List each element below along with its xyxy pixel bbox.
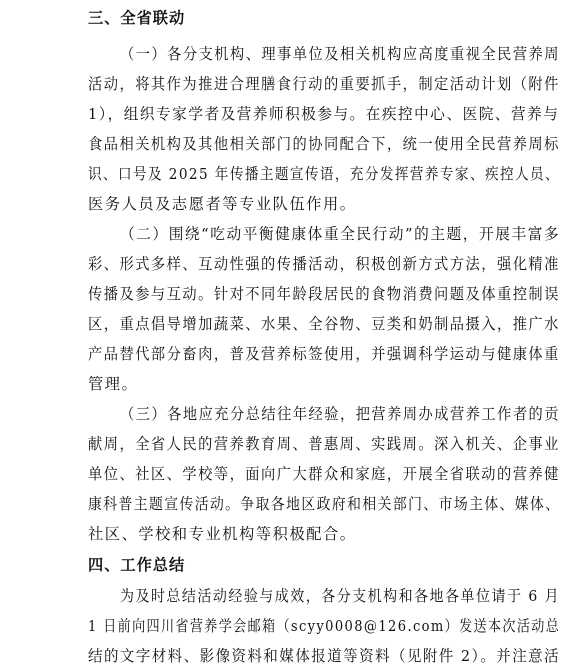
paragraph-3-line-5: 社区、学校和专业机构等积极配合。 (88, 525, 357, 543)
paragraph-2-line-6: 管理。 (88, 375, 139, 393)
section-heading-3: 三、全省联动 (88, 9, 186, 27)
paragraph-1-line-2: 活动，将其作为推进合理膳食行动的重要抓手，制定活动计划（附件 (88, 75, 560, 93)
paragraph-4-line-2: 1 日前向四川省营养学会邮箱（scyy0008@126.com）发送本次活动总 (88, 617, 561, 635)
section-heading-4: 四、工作总结 (88, 556, 186, 574)
paragraph-3-line-2: 献周，全省人民的营养教育周、普惠周、实践周。深入机关、企事业 (88, 435, 560, 453)
paragraph-1-line-6: 医务人员及志愿者等专业队伍作用。 (88, 195, 357, 213)
paragraph-2-line-3: 传播及参与互动。针对不同年龄段居民的食物消费问题及体重控制误 (88, 285, 560, 303)
paragraph-4-line-1: 为及时总结活动经验与成效，各分支机构和各地各单位请于 6 月 (120, 587, 561, 605)
paragraph-4-line-3: 结的文字材料、影像资料和媒体报道等资料（见附件 2）。并注意活 (88, 647, 561, 665)
paragraph-2-line-2: 彩、形式多样、互动性强的传播活动，积极创新方式方法，强化精准 (88, 255, 560, 273)
paragraph-1-line-3: 1），组织专家学者及营养师积极参与。在疾控中心、医院、营养与 (88, 105, 560, 123)
paragraph-2-line-5: 产品替代部分畜肉，普及营养标签使用，并强调科学运动与健康体重 (88, 345, 560, 363)
paragraph-1-line-1: （一）各分支机构、理事单位及相关机构应高度重视全民营养周 (120, 45, 560, 63)
paragraph-3-line-1: （三）各地应充分总结往年经验，把营养周办成营养工作者的贡 (120, 405, 560, 423)
paragraph-3-line-3: 单位、社区、学校等，面向广大群众和家庭，开展全省联动的营养健 (88, 465, 560, 483)
paragraph-1-line-5: 识、口号及 2025 年传播主题宣传语，充分发挥营养专家、疾控人员、 (88, 165, 561, 183)
paragraph-2-line-4: 区，重点倡导增加蔬菜、水果、全谷物、豆类和奶制品摄入，推广水 (88, 315, 560, 333)
paragraph-1-line-4: 食品相关机构及其他相关部门的协同配合下，统一使用全民营养周标 (88, 135, 560, 153)
paragraph-2-line-1: （二）围绕“吃动平衡健康体重全民行动”的主题，开展丰富多 (120, 225, 561, 243)
paragraph-3-line-4: 康科普主题宣传活动。争取各地区政府和相关部门、市场主体、媒体、 (88, 495, 561, 513)
